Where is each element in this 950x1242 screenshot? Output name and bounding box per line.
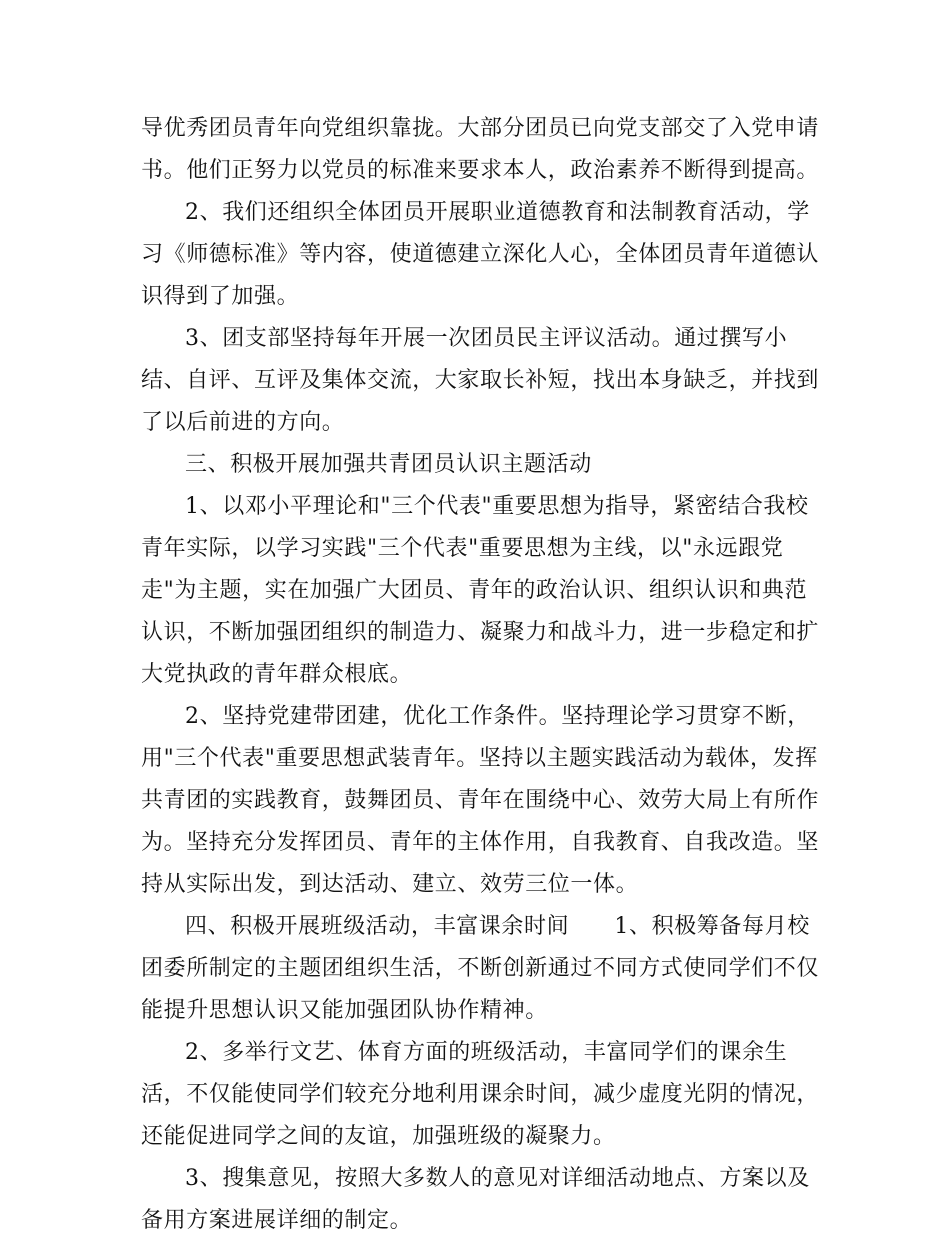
paragraph-continuation: 导优秀团员青年向党组织靠拢。大部分团员已向党支部交了入党申请书。他们正努力以党员的标准来要求本人，政治素养不断得到提高。 xyxy=(141,116,820,183)
paragraph-item-3-collect-opinions: 3、搜集意见，按照大多数人的意见对详细活动地点、方案以及备用方案进展详细的制定。 xyxy=(141,1166,810,1233)
paragraph-item-2-ethics-education: 2、我们还组织全体团员开展职业道德教育和法制教育活动，学习《师德标准》等内容，使道德建立深化人心，全体团员青年道德认识得到了加强。 xyxy=(141,200,820,309)
document-body xyxy=(141,108,821,1242)
section-heading-four-with-item-1: 四、积极开展班级活动，丰富课余时间 1、积极筹备每月校团委所制定的主题团组织生活，不断创新通过不同方式使同学们不仅能提升思想认识又能加强团队协作精神。 xyxy=(141,914,820,1023)
paragraph-item-3-democratic-review: 3、团支部坚持每年开展一次团员民主评议活动。通过撰写小结、自评、互评及集体交流，大家取长补短，找出本身缺乏，并找到了以后前进的方向。 xyxy=(141,326,820,435)
paragraph-item-1-theory-guidance: 1、以邓小平理论和"三个代表"重要思想为指导，紧密结合我校青年实际，以学习实践"三个代表"重要思想为主线，以"永远跟党走"为主题，实在加强广大团员、青年的政治认识、组织认识和典范认识，不断加强团组织的制造力、凝聚力和战斗力，进一步稳定和扩大党执政的青年群众根底。 xyxy=(141,494,820,687)
paragraph-item-2-party-building: 2、坚持党建带团建，优化工作条件。坚持理论学习贯穿不断，用"三个代表"重要思想武装青年。坚持以主题实践活动为载体，发挥共青团的实践教育，鼓舞团员、青年在围绕中心、效劳大局上有所作为。坚持充分发挥团员、青年的主体作用，自我教育、自我改造。坚持从实际出发，到达活动、建立、效劳三位一体。 xyxy=(141,704,820,897)
paragraph-item-2-class-activities: 2、多举行文艺、体育方面的班级活动，丰富同学们的课余生活，不仅能使同学们较充分地利用课余时间，减少虚度光阴的情况，还能促进同学之间的友谊，加强班级的凝聚力。 xyxy=(141,1040,820,1149)
section-heading-three: 三、积极开展加强共青团员认识主题活动 xyxy=(185,452,592,477)
